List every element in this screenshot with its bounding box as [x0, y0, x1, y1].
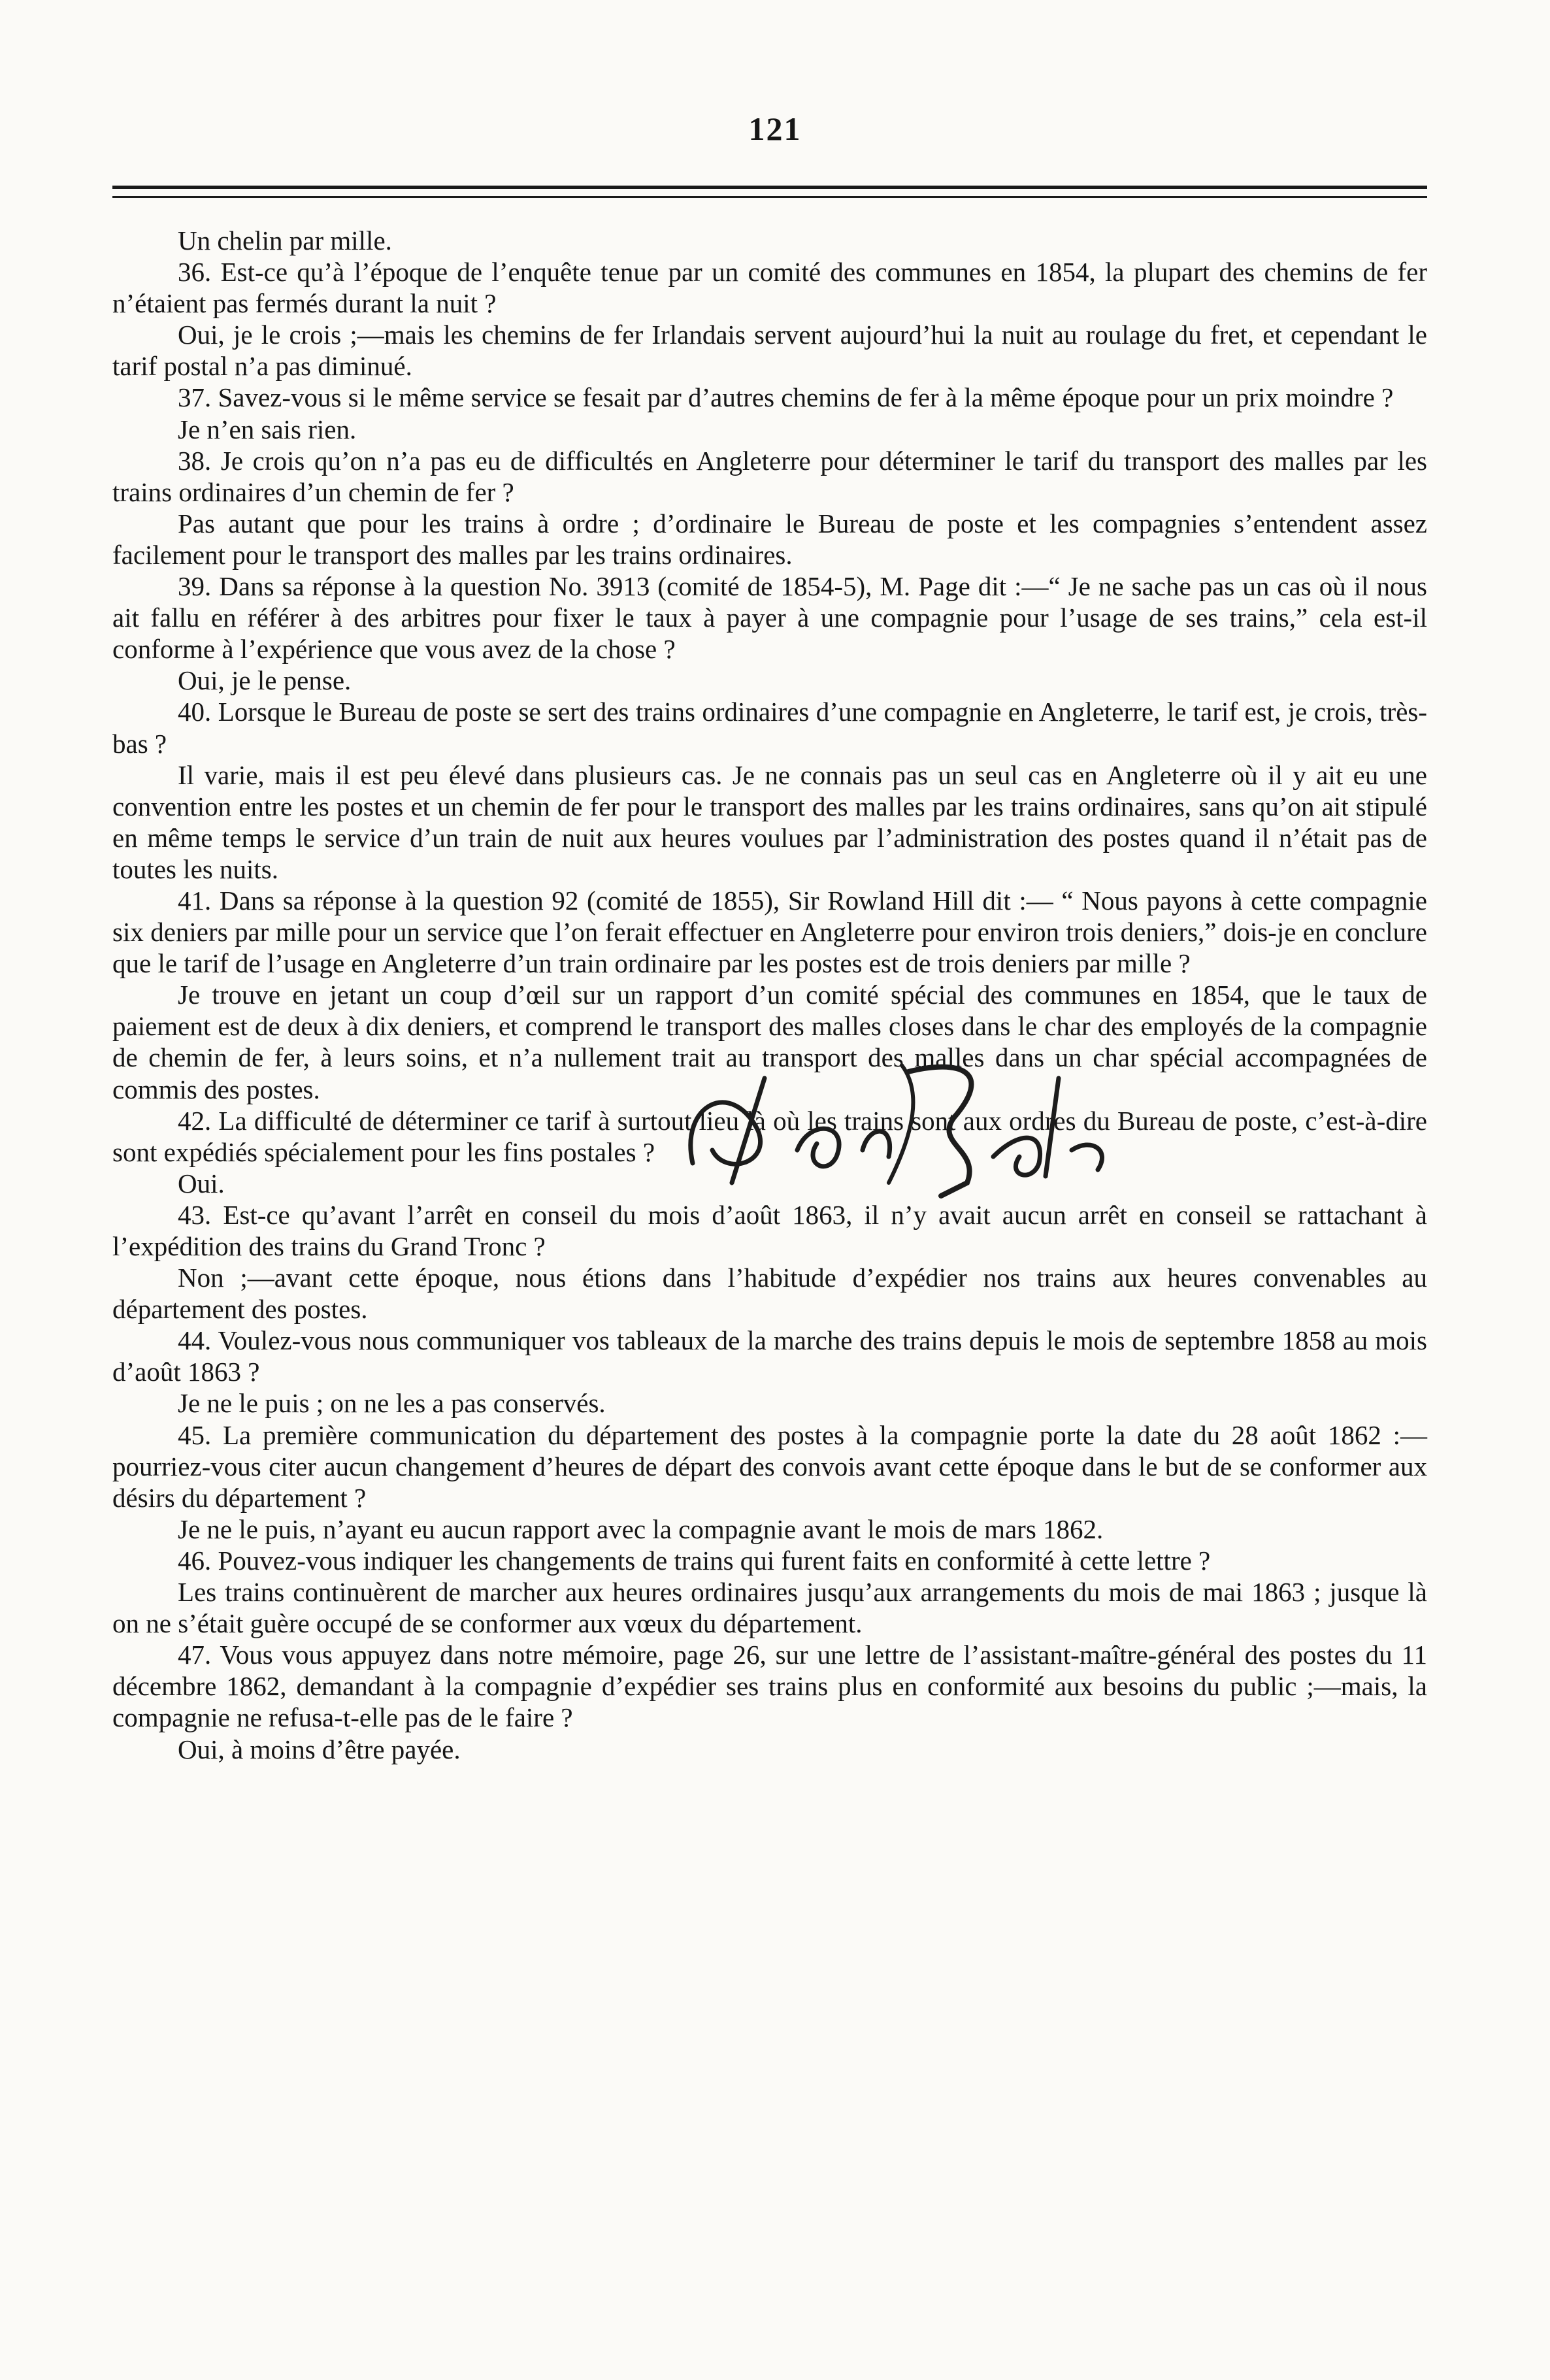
header-rule-thick	[112, 186, 1427, 189]
question-42: 42. La difficulté de déterminer ce tarif à surtout lieu là où les trains sont aux ordres du Bureau de poste, c’est-à-dire sont expédiés spécialement pour les fins postales ?	[112, 1105, 1427, 1167]
answer-46: Les trains continuèrent de marcher aux heures ordinaires jusqu’aux arrangements du mois de mai 1863 ; jusque là on ne s’était guère occupé de se conformer aux vœux du département.	[112, 1577, 1427, 1639]
answer-38: Pas autant que pour les trains à ordre ; d’ordinaire le Bureau de poste et les compagnies s’entendent assez facilement pour le transport des malles par les trains ordinaires.	[112, 508, 1427, 570]
answer-40: Il varie, mais il est peu élevé dans plusieurs cas. Je ne connais pas un seul cas en Angleterre où il y ait eu une convention entre les postes et un chemin de fer pour le transport des malles par les trains ordinaires, sans qu’on ait stipulé en même temps le service d’un train de nuit aux heures voulues par l’administration des postes quand il n’était pas de toutes les nuits.	[112, 759, 1427, 884]
question-46: 46. Pouvez-vous indiquer les changements de trains qui furent faits en conformité à cette lettre ?	[178, 1545, 1211, 1576]
page-number: 121	[748, 110, 802, 147]
answer-44: Je ne le puis ; on ne les a pas conservés.	[178, 1388, 606, 1419]
document-body	[112, 225, 1427, 1765]
handwritten-signature-stamp	[653, 1052, 1150, 1202]
answer-43: Non ;—avant cette époque, nous étions dans l’habitude d’expédier nos trains aux heures convenables au département des postes.	[112, 1263, 1427, 1325]
paragraph: Un chelin par mille.	[178, 225, 392, 256]
question-45: 45. La première communication du département des postes à la compagnie porte la date du 28 août 1862 :—pourriez-vous citer aucun changement d’heures de départ des convois avant cette époque dans le but de se conformer aux désirs du département ?	[112, 1419, 1427, 1513]
question-38: 38. Je crois qu’on n’a pas eu de difficultés en Angleterre pour déterminer le tarif du transport des malles par les trains ordinaires d’un chemin de fer ?	[112, 445, 1427, 507]
answer-42: Oui.	[178, 1168, 225, 1198]
answer-45: Je ne le puis, n’ayant eu aucun rapport avec la compagnie avant le mois de mars 1862.	[178, 1513, 1104, 1544]
question-44: 44. Voulez-vous nous communiquer vos tableaux de la marche des trains depuis le mois de septembre 1858 au mois d’août 1863 ?	[112, 1325, 1427, 1387]
answer-47: Oui, à moins d’être payée.	[178, 1734, 461, 1764]
question-37: 37. Savez-vous si le même service se fesait par d’autres chemins de fer à la même époque pour un prix moindre ?	[178, 382, 1394, 413]
question-43: 43. Est-ce qu’avant l’arrêt en conseil du mois d’août 1863, il n’y avait aucun arrêt en conseil se rattachant à l’expédition des trains du Grand Tronc ?	[112, 1199, 1427, 1261]
question-39: 39. Dans sa réponse à la question No. 3913 (comité de 1854-5), M. Page dit :—“ Je ne sache pas un cas où il nous ait fallu en référer à des arbitres pour fixer le taux à payer à une compagnie pour l’usage de ses trains,” cela est-il conforme à l’expérience que vous avez de la chose ?	[112, 571, 1427, 665]
question-36: 36. Est-ce qu’à l’époque de l’enquête tenue par un comité des communes en 1854, la plupart des chemins de fer n’étaient pas fermés durant la nuit ?	[112, 257, 1427, 319]
answer-39: Oui, je le pense.	[178, 665, 352, 696]
header-rule-thin	[112, 196, 1427, 198]
question-47: 47. Vous vous appuyez dans notre mémoire, page 26, sur une lettre de l’assistant-maître-général des postes du 11 décembre 1862, demandant à la compagnie d’expédier ses trains plus en conformité aux besoins du public ;—mais, la compagnie ne refusa-t-elle pas de le faire ?	[112, 1640, 1427, 1733]
answer-36: Oui, je le crois ;—mais les chemins de fer Irlandais servent aujourd’hui la nuit au roulage du fret, et cependant le tarif postal n’a pas diminué.	[112, 320, 1427, 382]
answer-41: Je trouve en jetant un coup d’œil sur un rapport d’un comité spécial des communes en 1854, que le taux de paiement est de deux à dix deniers, et comprend le transport des malles closes dans le char des employés de la compagnie de chemin de fer, à leurs soins, et n’a nullement trait au transport des malles dans un char spécial accompagnées de commis des postes.	[112, 980, 1427, 1104]
question-40: 40. Lorsque le Bureau de poste se sert des trains ordinaires d’une compagnie en Angleterre, le tarif est, je crois, très-bas ?	[112, 697, 1427, 759]
answer-37: Je n’en sais rien.	[178, 414, 357, 444]
question-41: 41. Dans sa réponse à la question 92 (comité de 1855), Sir Rowland Hill dit :— “ Nous payons à cette compagnie six deniers par mille pour un service que l’on ferait effectuer en Angleterre pour environ trois deniers,” dois-je en conclure que le tarif de l’usage en Angleterre d’un train ordinaire par les postes est de trois deniers par mille ?	[112, 885, 1427, 979]
